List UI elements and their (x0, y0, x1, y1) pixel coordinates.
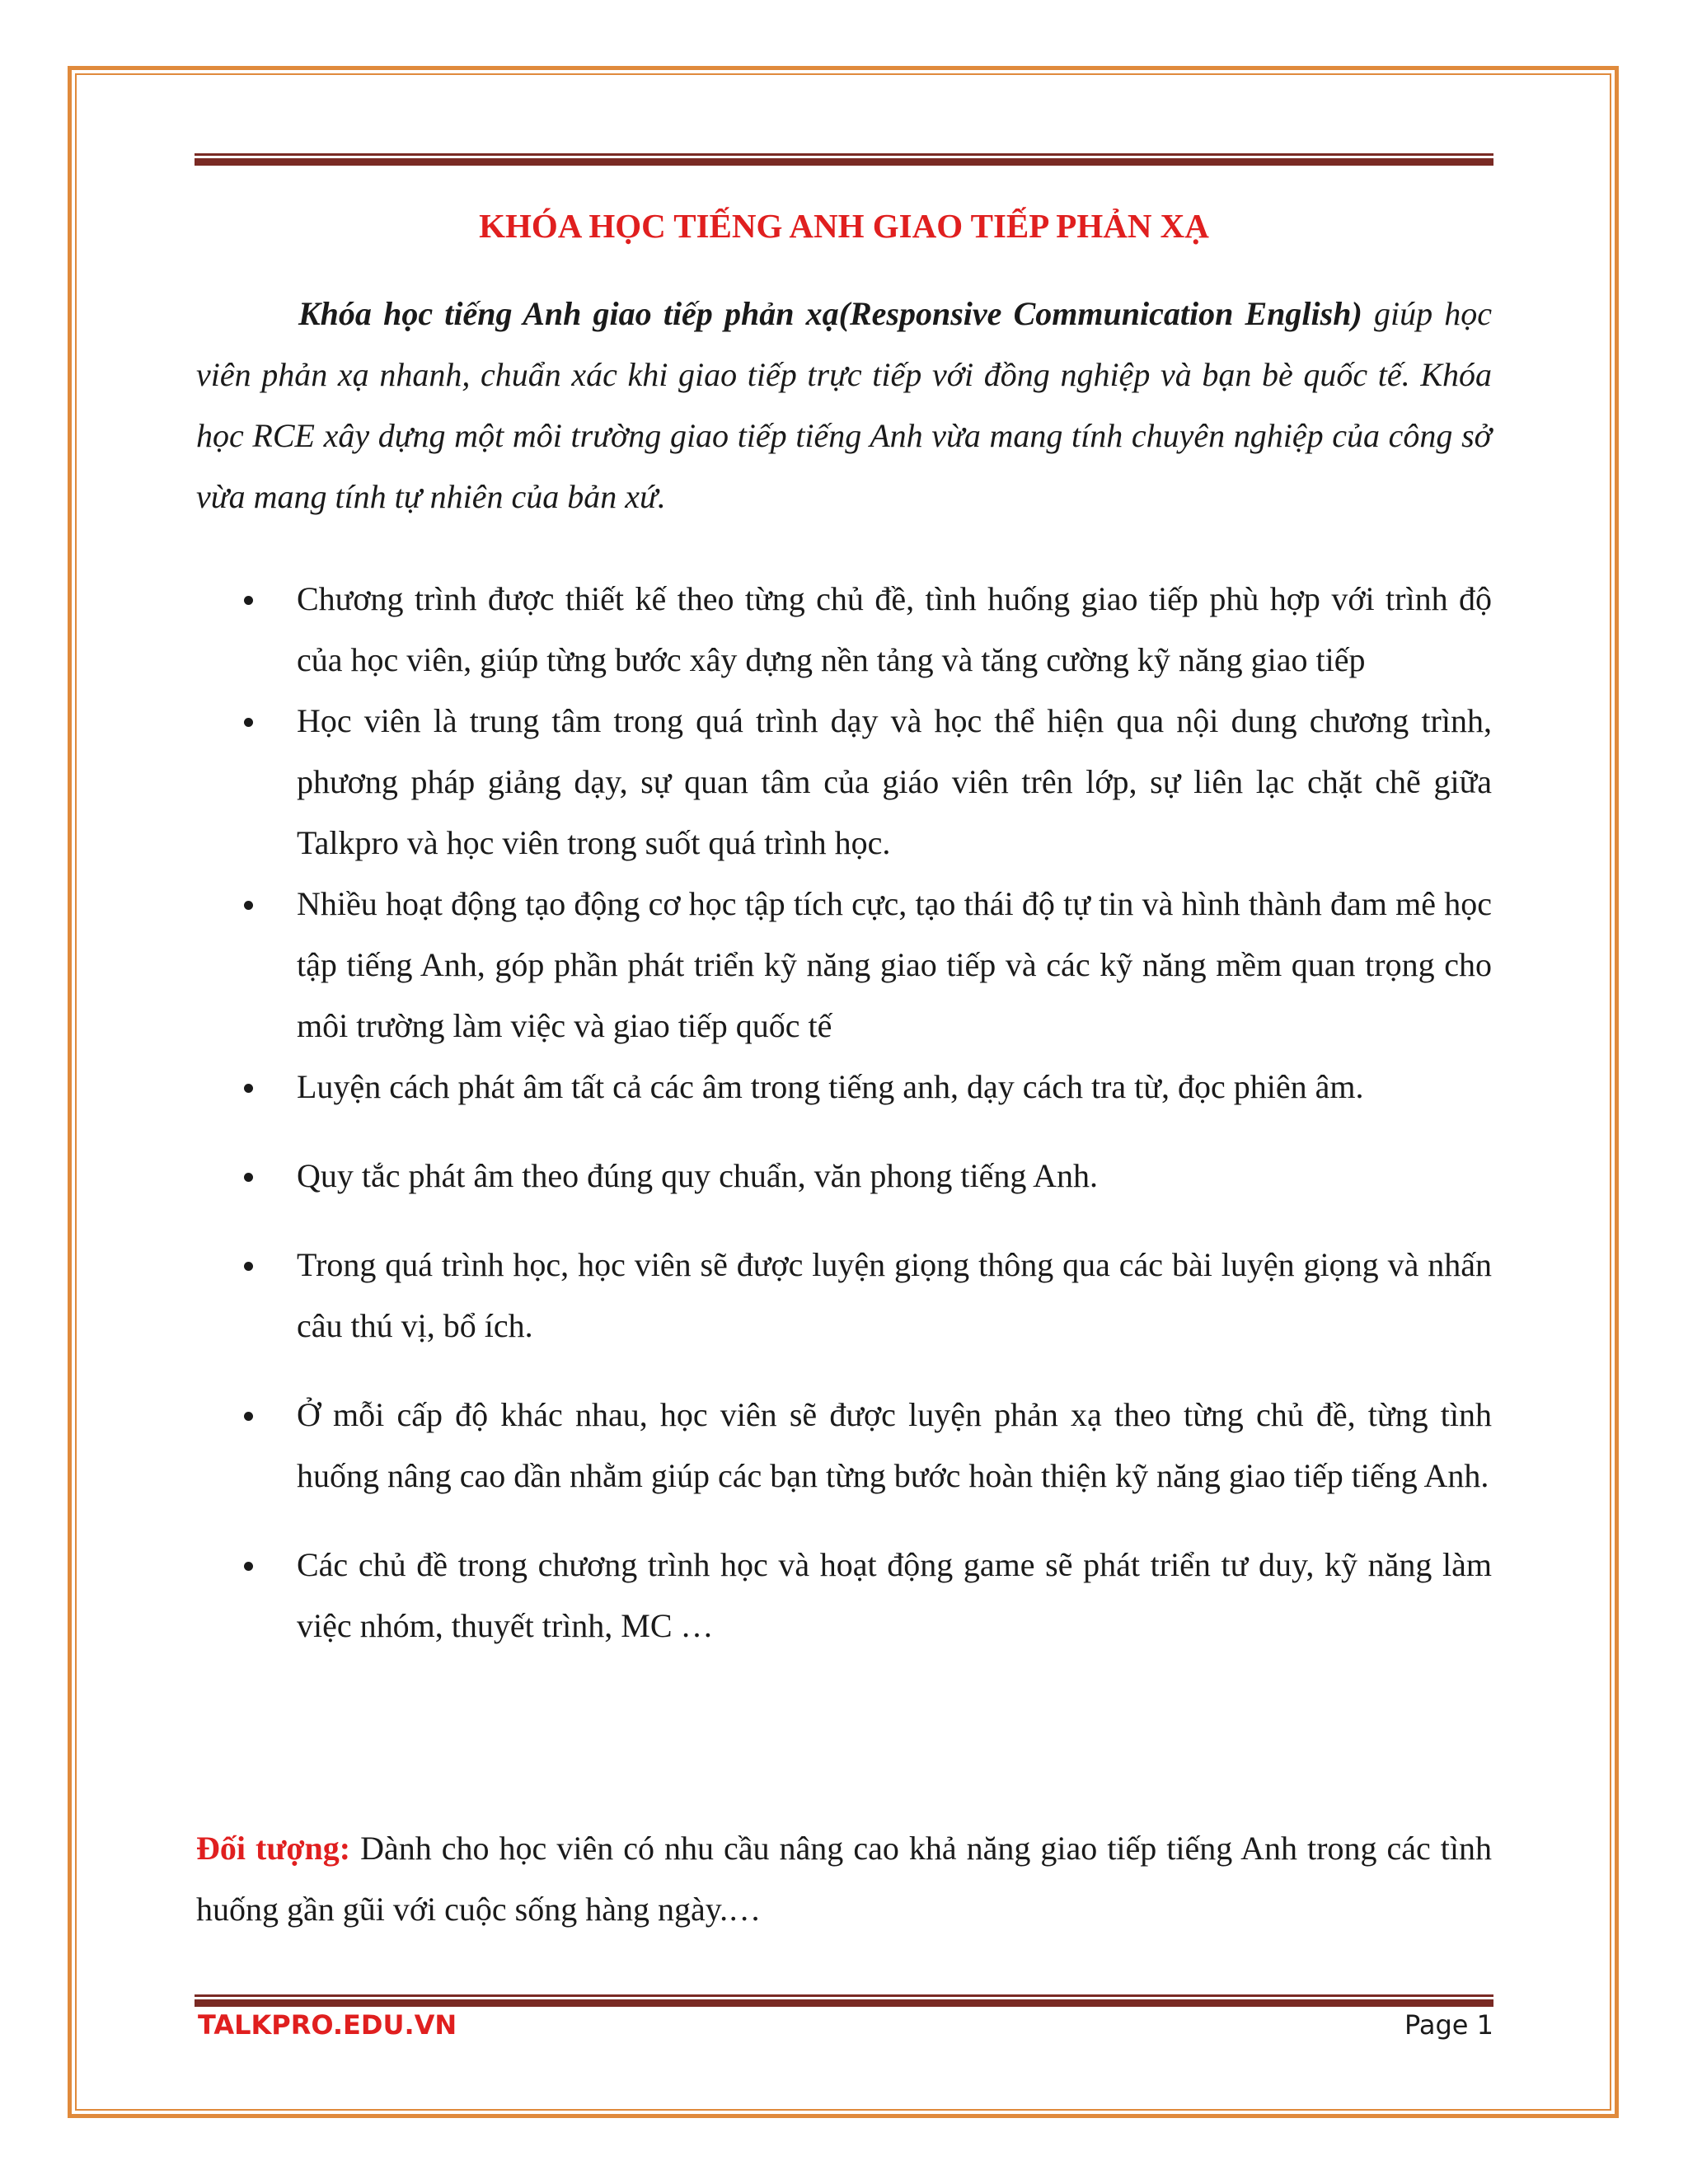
intro-lead: Khóa học tiếng Anh giao tiếp phản xạ(Responsive Communication English) (298, 295, 1362, 332)
target-audience-paragraph (196, 1818, 1492, 1940)
list-item (196, 569, 1492, 691)
bullet-icon (244, 901, 253, 910)
list-item-text: Các chủ đề trong chương trình học và hoạt động game sẽ phát triển tư duy, kỹ năng làm việc nhóm, thuyết trình, MC … (297, 1546, 1492, 1644)
footer-site: TALKPRO.EDU.VN (198, 2009, 457, 2041)
list-item-text: Học viên là trung tâm trong quá trình dạy và học thể hiện qua nội dung chương trình, phương pháp giảng dạy, sự quan tâm của giáo viên trên lớp, sự liên lạc chặt chẽ giữa Talkpro và học viên trong suốt quá trình học. (297, 702, 1492, 861)
list-item (196, 1535, 1492, 1657)
list-item-text: Nhiều hoạt động tạo động cơ học tập tích cực, tạo thái độ tự tin và hình thành đam mê học tập tiếng Anh, góp phần phát triển kỹ năng giao tiếp và các kỹ năng mềm quan trọng cho môi trường làm việc và giao tiếp quốc tế (297, 885, 1492, 1044)
bullet-icon (244, 1084, 253, 1093)
list-item-text: Chương trình được thiết kế theo từng chủ đề, tình huống giao tiếp phù hợp với trình độ của học viên, giúp từng bước xây dựng nền tảng và tăng cường kỹ năng giao tiếp (297, 580, 1492, 678)
page-title: KHÓA HỌC TIẾNG ANH GIAO TIẾP PHẢN XẠ (479, 207, 1209, 245)
list-item-text: Luyện cách phát âm tất cả các âm trong tiếng anh, dạy cách tra từ, đọc phiên âm. (297, 1068, 1364, 1105)
bullet-icon (244, 1262, 253, 1271)
list-item-text: Quy tắc phát âm theo đúng quy chuẩn, văn phong tiếng Anh. (297, 1157, 1099, 1194)
list-item-text: Ở mỗi cấp độ khác nhau, học viên sẽ được luyện phản xạ theo từng chủ đề, từng tình huống nâng cao dần nhằm giúp các bạn từng bước hoàn thiện kỹ năng giao tiếp tiếng Anh. (297, 1396, 1492, 1494)
intro-paragraph (196, 284, 1492, 527)
list-item-text: Trong quá trình học, học viên sẽ được luyện giọng thông qua các bài luyện giọng và nhấn câu thú vị, bổ ích. (297, 1246, 1492, 1344)
bullet-icon (244, 1173, 253, 1182)
list-item (196, 1235, 1492, 1357)
feature-list (196, 569, 1492, 1657)
list-item (196, 874, 1492, 1057)
bullet-icon (244, 596, 253, 605)
target-label: Đối tượng: (196, 1830, 351, 1867)
list-item (196, 1385, 1492, 1507)
list-item (196, 1057, 1492, 1118)
intro-body: giúp học viên phản xạ nhanh, chuẩn xác khi giao tiếp trực tiếp với đồng nghiệp và bạn bè quốc tế. Khóa học RCE xây dựng một môi trường giao tiếp tiếng Anh vừa mang tính chuyên nghiệp của công sở vừa mang tính tự nhiên của bản xứ. (196, 295, 1492, 515)
target-text: Dành cho học viên có nhu cầu nâng cao khả năng giao tiếp tiếng Anh trong các tình huống gần gũi với cuộc sống hàng ngày.… (196, 1830, 1492, 1928)
list-item (196, 691, 1492, 874)
list-item (196, 1146, 1492, 1207)
header-rule (195, 153, 1493, 166)
footer-page-number: Page 1 (1404, 2009, 1493, 2041)
bullet-icon (244, 1412, 253, 1421)
bullet-icon (244, 1562, 253, 1571)
bullet-icon (244, 718, 253, 727)
